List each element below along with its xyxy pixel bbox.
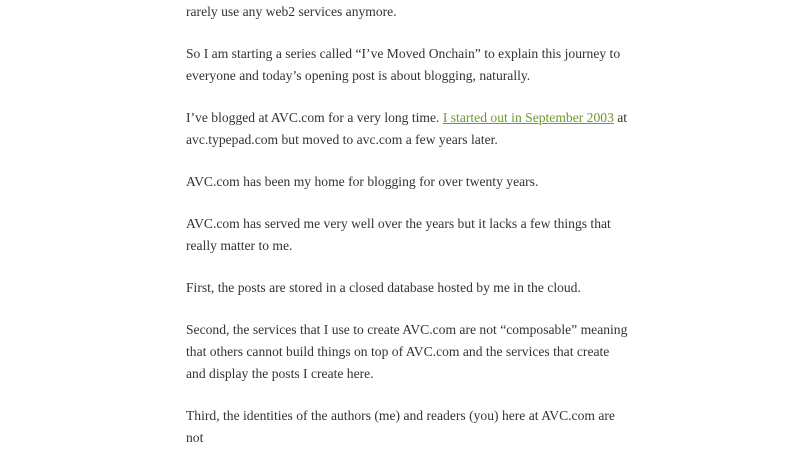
paragraph-home: AVC.com has been my home for blogging for over twenty years. bbox=[186, 174, 539, 189]
paragraph-series: So I am starting a series called “I’ve Moved Onchain” to explain this journey to everyone and today’s opening post is about blogging, naturally. bbox=[186, 46, 621, 83]
article-body bbox=[186, 0, 631, 469]
paragraph-served: AVC.com has served me very well over the years but it lacks a few things that really matter to me. bbox=[186, 216, 611, 253]
september-2003-link[interactable]: I started out in September 2003 bbox=[442, 110, 614, 125]
paragraph-history-before: I’ve blogged at AVC.com for a very long time. bbox=[186, 110, 443, 125]
paragraph-second: Second, the services that I use to create AVC.com are not “composable” meaning that others cannot build things on top of AVC.com and the services that create and display the posts I create here. bbox=[186, 322, 628, 381]
paragraph-history-after: at avc.typepad.com but moved to avc.com a few years later. bbox=[186, 110, 628, 147]
paragraph-intro: rarely use any web2 services anymore. bbox=[186, 4, 397, 19]
paragraph-first: First, the posts are stored in a closed database hosted by me in the cloud. bbox=[186, 280, 581, 295]
paragraph-third: Third, the identities of the authors (me) and readers (you) here at AVC.com are not bbox=[186, 408, 615, 445]
paragraph-history bbox=[186, 107, 631, 151]
